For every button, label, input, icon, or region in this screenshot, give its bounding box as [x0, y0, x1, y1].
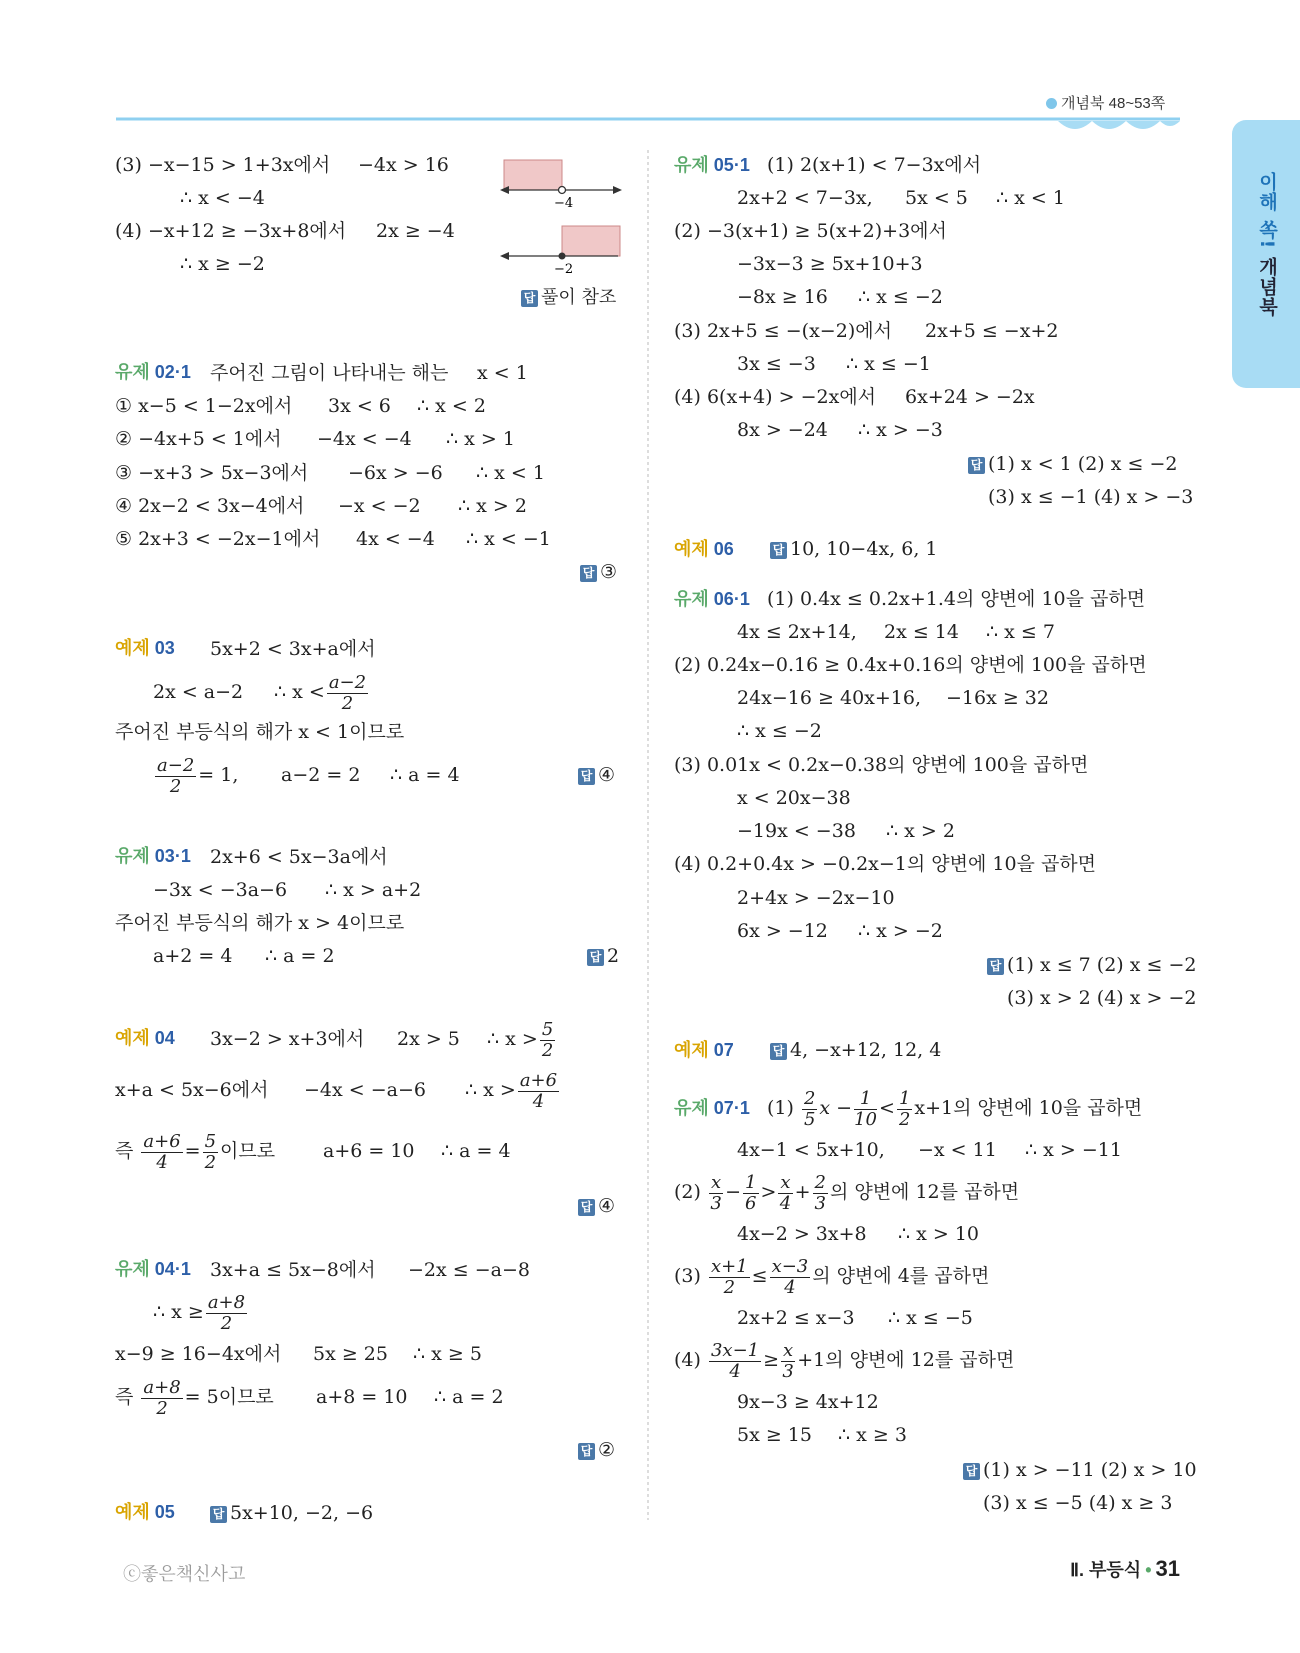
- sol-line: 3x ≤ −3: [737, 353, 816, 375]
- fraction: $\frac{a-2}{2}$: [157, 754, 195, 797]
- chapter-title: Ⅱ. 부등식: [1070, 1560, 1142, 1580]
- sol-line: (3) $\frac{x+1}{2}$ ≤ $\frac{x-3}{4}$ 의 양변에 4를 곱하면: [674, 1255, 990, 1298]
- answer-line: (3) x > 2 (4) x > −2: [1007, 987, 1197, 1009]
- sol-line: ∴ x ≥ −2: [180, 253, 265, 275]
- fraction: $\frac{1}{10}$: [854, 1087, 878, 1130]
- sol-line: 2x ≤ 14: [884, 621, 959, 643]
- sol-line: 4x−2 > 3x+8: [737, 1223, 867, 1245]
- sol-line: (4) 6(x+4) > −2x에서: [674, 386, 877, 408]
- sol-line: 2x+6 < 5x−3a에서: [210, 846, 388, 868]
- answer-line: 답 ③: [580, 560, 617, 584]
- choice-line: ∴ x > 1: [446, 428, 515, 450]
- problem-label: 예제 06: [674, 539, 734, 559]
- answer-line: 답 (1) x ≤ 7 (2) x ≤ −2: [987, 953, 1196, 977]
- sol-line: 3x+a ≤ 5x−8에서: [210, 1259, 376, 1281]
- sol-line: 24x−16 ≥ 40x+16,: [737, 687, 922, 709]
- nl1-region: [504, 160, 562, 190]
- choice-line: ∴ x < 2: [417, 395, 486, 417]
- number-line-figures: [500, 155, 630, 275]
- answer-icon: 답: [587, 949, 604, 966]
- sol-line: ∴ a = 4: [390, 764, 460, 786]
- problem-label: 예제 03: [115, 638, 175, 658]
- choice-line: ③ −x+3 > 5x−3에서: [115, 462, 309, 484]
- answer-icon: 답: [968, 457, 985, 474]
- column-divider: [646, 150, 650, 1520]
- sol-line: ∴ x ≥ $\frac{a+8}{2}$: [153, 1291, 246, 1334]
- sol-line: (2) $\frac{x}{3}$ − $\frac{1}{6}$ > $\frac{x}{4}$ + $\frac{2}{3}$ 의 양변에 12를 곱하면: [674, 1171, 1020, 1214]
- sol-line: 즉 $\frac{a+8}{2}$ = 5이므로: [115, 1376, 274, 1419]
- sol-line: (1) $\frac{2}{5}$ x − $\frac{1}{10}$ < $\frac{1}{2}$ x+1의 양변에 10을 곱하면: [767, 1087, 1143, 1130]
- sol-line: 3x−2 > x+3에서: [210, 1028, 365, 1050]
- sol-line: (3) −x−15 > 1+3x에서: [115, 154, 331, 176]
- sol-line: ∴ x ≤ 7: [986, 621, 1055, 643]
- sol-line: 즉 $\frac{a+6}{4}$ = $\frac{5}{2}$ 이므로: [115, 1130, 276, 1173]
- answer-icon: 답: [578, 1199, 595, 1216]
- sol-line: ∴ x ≤ −5: [888, 1307, 973, 1329]
- sol-line: −4x > 16: [358, 154, 449, 176]
- choice-line: ② −4x+5 < 1에서: [115, 428, 282, 450]
- nl1-arrow: [613, 186, 622, 194]
- sol-line: x < 1: [477, 362, 528, 384]
- sol-line: ∴ x > −2: [858, 920, 943, 942]
- answer-line: 답 5x+10, −2, −6: [210, 1501, 373, 1525]
- sol-line: ∴ x ≥ 5: [413, 1343, 482, 1365]
- problem-label: 예제 05: [115, 1502, 175, 1522]
- sol-line: a+2 = 4: [153, 945, 233, 967]
- problem-label: 예제 04: [115, 1028, 175, 1048]
- sol-line: ∴ x ≤ −2: [858, 286, 943, 308]
- choice-line: ∴ x > 2: [458, 495, 527, 517]
- sol-line: −3x < −3a−6: [153, 879, 288, 901]
- side-tab: [1232, 120, 1300, 388]
- choice-line: −6x > −6: [348, 462, 443, 484]
- fraction: $\frac{a+8}{2}$: [207, 1291, 246, 1334]
- problem-label: 유제 02·1: [115, 362, 191, 382]
- answer-icon: 답: [210, 1506, 227, 1523]
- side-tab-brand: 이해 쏙!: [1256, 172, 1278, 250]
- sol-line: a−2 = 2: [281, 764, 361, 786]
- sol-line: 주어진 부등식의 해가 x < 1이므로: [115, 721, 405, 743]
- sol-line: (1) 2(x+1) < 7−3x에서: [767, 154, 982, 176]
- sol-line: 2+4x > −2x−10: [737, 887, 895, 909]
- fraction: $\frac{1}{6}$: [745, 1171, 757, 1214]
- fraction: $\frac{x+1}{2}$: [710, 1255, 748, 1298]
- answer-icon: 답: [963, 1463, 980, 1480]
- sol-line: 4x ≤ 2x+14,: [737, 621, 857, 643]
- sol-line: ∴ x > 2: [886, 820, 955, 842]
- sol-line: 2x < a−2: [153, 681, 244, 703]
- fraction: $\frac{1}{2}$: [898, 1087, 911, 1130]
- sol-line: 5x+2 < 3x+a에서: [210, 638, 376, 660]
- sol-line: ∴ x > $\frac{a+6}{4}$: [465, 1069, 558, 1112]
- answer-line: 답 ②: [578, 1438, 615, 1462]
- sol-line: −16x ≥ 32: [946, 687, 1049, 709]
- sol-line: ∴ x > a+2: [325, 879, 422, 901]
- nl2-region: [562, 226, 620, 256]
- answer-icon: 답: [770, 542, 787, 559]
- sol-line: 주어진 부등식의 해가 x > 4이므로: [115, 912, 405, 934]
- fraction: $\frac{2}{5}$: [803, 1087, 816, 1130]
- sol-line: 2x ≥ −4: [376, 220, 455, 242]
- sol-line: ∴ x < −4: [180, 187, 265, 209]
- choice-line: ∴ x < 1: [476, 462, 545, 484]
- sol-line: ∴ x < 1: [996, 187, 1065, 209]
- problem-label: 예제 07: [674, 1040, 734, 1060]
- choice-line: ∴ x < −1: [466, 528, 551, 550]
- sol-line: ∴ x < $\frac{a-2}{2}$: [274, 671, 367, 714]
- choice-line: −4x < −4: [317, 428, 412, 450]
- answer-line: (3) x ≤ −5 (4) x ≥ 3: [983, 1492, 1173, 1514]
- sol-line: (4) −x+12 ≥ −3x+8에서: [115, 220, 347, 242]
- fraction: $\frac{5}{2}$: [541, 1018, 554, 1061]
- answer-icon: 답: [578, 1443, 595, 1460]
- answer-line: 답 (1) x < 1 (2) x ≤ −2: [968, 452, 1177, 476]
- sol-line: 2x > 5: [397, 1028, 460, 1050]
- answer-line: (3) x ≤ −1 (4) x > −3: [988, 486, 1194, 508]
- choice-line: ④ 2x−2 < 3x−4에서: [115, 495, 305, 517]
- sol-line: 4x−1 < 5x+10,: [737, 1139, 885, 1161]
- fraction: $\frac{x}{4}$: [779, 1171, 792, 1214]
- answer-icon: 답: [521, 290, 538, 307]
- sol-line: (3) 2x+5 ≤ −(x−2)에서: [674, 320, 892, 342]
- sol-line: ∴ a = 2: [265, 945, 335, 967]
- fraction: $\frac{a+8}{2}$: [143, 1376, 181, 1419]
- sol-line: −3x−3 ≥ 5x+10+3: [737, 253, 923, 275]
- sol-line: (1) 0.4x ≤ 0.2x+1.4의 양변에 10을 곱하면: [767, 588, 1146, 610]
- sol-line: ∴ a = 4: [441, 1140, 511, 1162]
- sol-line: (2) −3(x+1) ≥ 5(x+2)+3에서: [674, 220, 947, 242]
- sol-line: x < 20x−38: [737, 787, 851, 809]
- publisher-credit: ⓒ좋은책신사고: [123, 1564, 246, 1584]
- choice-line: 3x < 6: [328, 395, 391, 417]
- nl1-open-point: [559, 187, 566, 194]
- page-footer: [1070, 1556, 1180, 1582]
- fraction: $\frac{a-2}{2}$: [328, 671, 367, 714]
- nl1-tick-label: −4: [554, 196, 574, 211]
- sol-line: 2x+2 < 7−3x,: [737, 187, 873, 209]
- nl2-tick-label: −2: [554, 262, 574, 275]
- sol-line: ∴ x ≤ −1: [846, 353, 931, 375]
- answer-icon: 답: [770, 1043, 787, 1060]
- choice-line: −x < −2: [338, 495, 421, 517]
- header-rule: [0, 0, 1300, 140]
- sol-line: −2x ≤ −a−8: [408, 1259, 530, 1281]
- fraction: $\frac{a+6}{4}$: [143, 1130, 181, 1173]
- sol-line: ∴ x > 10: [898, 1223, 980, 1245]
- answer-line: 답 4, −x+12, 12, 4: [770, 1038, 941, 1062]
- sol-line: 8x > −24: [737, 419, 828, 441]
- sol-line: a+8 = 10: [316, 1386, 408, 1408]
- fraction: $\frac{x-3}{4}$: [771, 1255, 809, 1298]
- sol-line: (3) 0.01x < 0.2x−0.38의 양변에 100을 곱하면: [674, 754, 1089, 776]
- sol-line: −4x < −a−6: [304, 1079, 426, 1101]
- answer-icon: 답: [580, 565, 597, 582]
- choice-line: ① x−5 < 1−2x에서: [115, 395, 293, 417]
- sol-line: (4) 0.2+0.4x > −0.2x−1의 양변에 10을 곱하면: [674, 853, 1097, 875]
- fraction: $\frac{3x-1}{4}$: [710, 1339, 760, 1382]
- sol-line: 5x ≥ 15: [737, 1424, 812, 1446]
- choice-line: 4x < −4: [356, 528, 435, 550]
- fraction: $\frac{2}{3}$: [814, 1171, 826, 1214]
- problem-label: 유제 05·1: [674, 155, 750, 175]
- sol-line: x+a < 5x−6에서: [115, 1079, 269, 1101]
- sol-line: 6x > −12: [737, 920, 828, 942]
- nl2-arrow-left: [500, 252, 509, 260]
- problem-label: 유제 04·1: [115, 1259, 191, 1279]
- problem-label: 유제 07·1: [674, 1098, 750, 1118]
- answer-icon: 답: [578, 768, 595, 785]
- separator-dot: •: [1145, 1560, 1152, 1580]
- sol-line: x−9 ≥ 16−4x에서: [115, 1343, 282, 1365]
- sol-line: (2) 0.24x−0.16 ≥ 0.4x+0.16의 양변에 100을 곱하면: [674, 654, 1147, 676]
- sol-line: ∴ x > −3: [858, 419, 943, 441]
- sol-line: ∴ x ≤ −2: [737, 720, 822, 742]
- sol-line: 2x+5 ≤ −x+2: [925, 320, 1059, 342]
- problem-label: 유제 03·1: [115, 846, 191, 866]
- sol-line: −19x < −38: [737, 820, 856, 842]
- nl2-closed-point: [559, 253, 566, 260]
- sol-line: −8x ≥ 16: [737, 286, 828, 308]
- sol-line: ∴ x ≥ 3: [838, 1424, 907, 1446]
- sol-line: 5x ≥ 25: [313, 1343, 388, 1365]
- fraction: $\frac{a+6}{4}$: [519, 1069, 558, 1112]
- fraction: $\frac{x}{3}$: [782, 1339, 794, 1382]
- fraction: $\frac{5}{2}$: [204, 1130, 217, 1173]
- fraction: $\frac{x}{3}$: [710, 1171, 722, 1214]
- answer-line: 답 ④: [578, 763, 615, 787]
- sol-line: ∴ a = 2: [434, 1386, 504, 1408]
- choice-line: ⑤ 2x+3 < −2x−1에서: [115, 528, 321, 550]
- sol-line: −x < 11: [918, 1139, 997, 1161]
- sol-line: 2x+2 ≤ x−3: [737, 1307, 855, 1329]
- answer-line: 답 (1) x > −11 (2) x > 10: [963, 1458, 1197, 1482]
- page-number: 31: [1155, 1556, 1180, 1581]
- answer-line: 답 ④: [578, 1194, 615, 1218]
- side-tab-label: 개념북: [1256, 256, 1278, 317]
- answer-icon: 답: [987, 958, 1004, 975]
- sol-line: a+6 = 10: [323, 1140, 415, 1162]
- answer-line: 답 풀이 참조: [521, 286, 616, 310]
- answer-line: 답 2: [587, 944, 619, 968]
- sol-line: ∴ x > $\frac{5}{2}$: [487, 1018, 554, 1061]
- sol-line: (4) $\frac{3x-1}{4}$ ≥ $\frac{x}{3}$ +1의 양변에 12를 곱하면: [674, 1339, 1015, 1382]
- sol-line: $\frac{a-2}{2}$ = 1,: [157, 754, 239, 797]
- sol-line: 5x < 5: [905, 187, 968, 209]
- answer-line: 답 10, 10−4x, 6, 1: [770, 537, 938, 561]
- problem-label: 유제 06·1: [674, 589, 750, 609]
- sol-line: ∴ x > −11: [1025, 1139, 1122, 1161]
- sol-line: 주어진 그림이 나타내는 해는: [210, 362, 449, 384]
- page-reference: 개념북 48~53쪽: [1046, 92, 1165, 113]
- sol-line: 6x+24 > −2x: [905, 386, 1035, 408]
- sol-line: 9x−3 ≥ 4x+12: [737, 1391, 879, 1413]
